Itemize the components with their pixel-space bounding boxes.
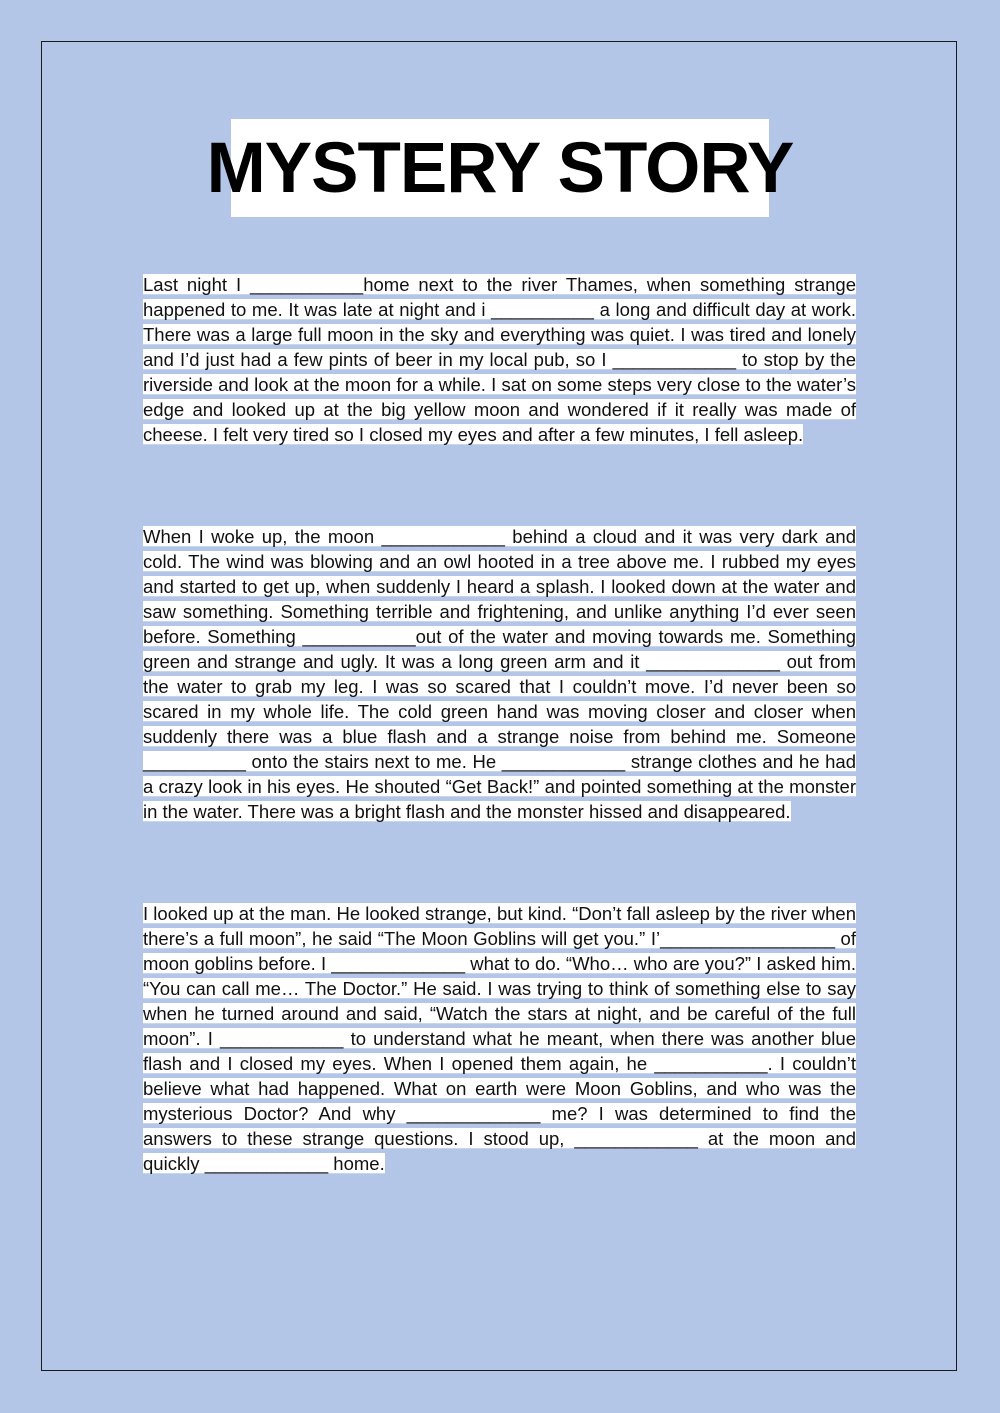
paragraph-text: Last night I ___________home next to the river Thames, when something strange happened to me. It was late at night and i __________ a long and difficult day at work. There was a large full moon in the sky and everything was quiet. I was tired and lonely and I’d just had a few pints of beer in my local pub, so I ____________ to stop by the riverside and look at the moon for a while. I sat on some steps very close to the water’s edge and looked up at the big yellow moon and wondered if it really was made of cheese. I felt very tired so I closed my eyes and after a few minutes, I fell asleep. — [143, 274, 856, 445]
story-paragraph-1 — [143, 272, 856, 447]
story-paragraph-3 — [143, 901, 856, 1176]
title-box — [206, 119, 794, 217]
paragraph-text: When I woke up, the moon ____________ behind a cloud and it was very dark and cold. The wind was blowing and an owl hooted in a tree above me. I rubbed my eyes and started to get up, when suddenly I heard a splash. I looked down at the water and saw something. Something terrible and frightening, and unlike anything I’d ever seen before. Something ___________out of the water and moving towards me. Something green and strange and ugly. It was a long green arm and it _____________ out from the water to grab my leg. I was so scared that I couldn’t move. I’d never been so scared in my whole life. The cold green hand was moving closer and closer when suddenly there was a blue flash and a strange noise from behind me. Someone __________ onto the stairs next to me. He ____________ strange clothes and he had a crazy look in his eyes. He shouted “Get Back!” and pointed something at the monster in the water. There was a bright flash and the monster hissed and disappeared. — [143, 526, 856, 822]
page-title: MYSTERY STORY — [206, 128, 794, 208]
paragraph-text: I looked up at the man. He looked strange, but kind. “Don’t fall asleep by the river when there’s a full moon”, he said “The Moon Goblins will get you.” I’_________________ of moon goblins before. I _____________ what to do. “Who… who are you?” I asked him. “You can call me… The Doctor.” He said. I was trying to think of something else to say when he turned around and said, “Watch the stars at night, and be careful of the full moon”. I ____________ to understand what he meant, when there was another blue flash and I closed my eyes. When I opened them again, he ___________. I couldn’t believe what had happened. What on earth were Moon Goblins, and who was the mysterious Doctor? And why _____________ me? I was determined to find the answers to these strange questions. I stood up, ____________ at the moon and quickly ____________ home. — [143, 903, 856, 1174]
story-paragraph-2 — [143, 524, 856, 824]
